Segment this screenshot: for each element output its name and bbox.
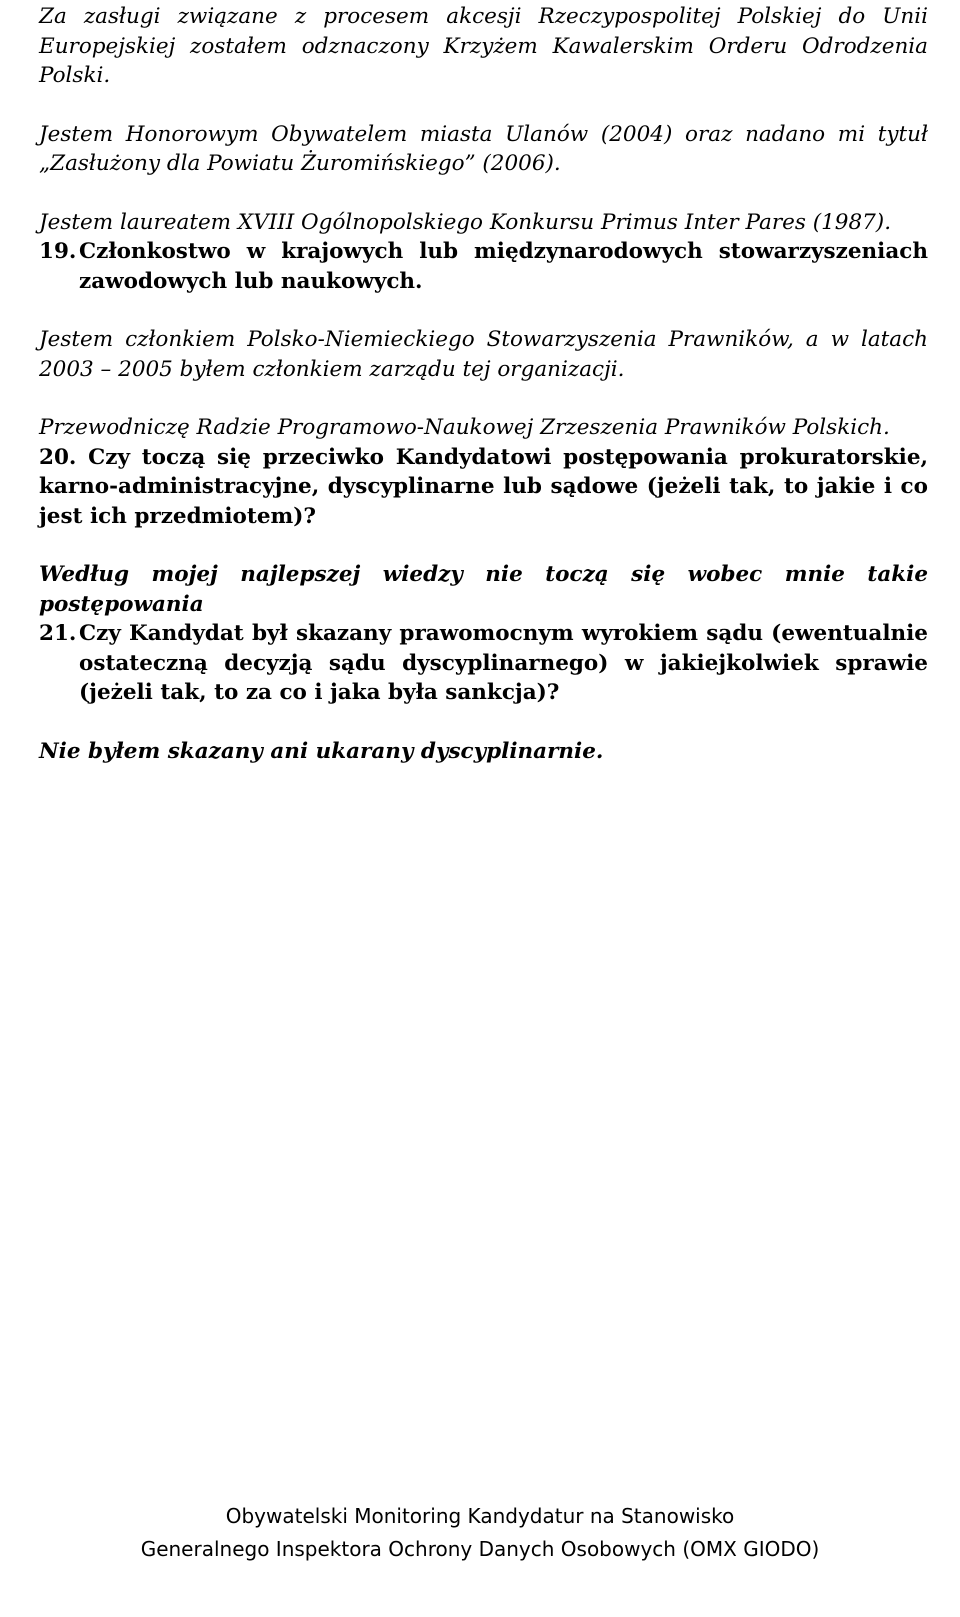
question-21-number: 21. <box>39 621 77 646</box>
question-20-number: 20. <box>39 444 77 470</box>
question-20-text <box>39 443 928 532</box>
footer-line-1: Obywatelski Monitoring Kandydatur na Stanowisko <box>225 1504 735 1528</box>
document-body <box>39 0 928 766</box>
question-19 <box>39 237 928 296</box>
question-19-number: 19. <box>39 239 77 264</box>
answer-19-membership: Jestem członkiem Polsko-Niemieckiego Stowarzyszenia Prawników, a w latach 2003 – 2005 byłem członkiem zarządu tej organizacji. <box>39 327 928 382</box>
footer-line-2: Generalnego Inspektora Ochrony Danych Osobowych (OMX GIODO) <box>140 1537 820 1561</box>
question-19-text: Członkostwo w krajowych lub międzynarodowych stowarzyszeniach zawodowych lub naukowych. <box>79 239 928 294</box>
honorary-citizen-paragraph: Jestem Honorowym Obywatelem miasta Ulanów (2004) oraz nadano mi tytuł „Zasłużony dla Powiatu Żuromińskiego” (2006). <box>39 121 928 176</box>
award-paragraph: Za zasługi związane z procesem akcesji Rzeczypospolitej Polskiej do Unii Europejskiej zostałem odznaczony Krzyżem Kawalerskim Orderu Odrodzenia Polski. <box>39 4 928 88</box>
page-footer <box>0 1500 960 1566</box>
answer-20: Według mojej najlepszej wiedzy nie toczą się wobec mnie takie postępowania <box>39 562 928 617</box>
laureate-paragraph: Jestem laureatem XVIII Ogólnopolskiego Konkursu Primus Inter Pares (1987). <box>39 209 892 235</box>
question-20 <box>39 443 928 532</box>
answer-19-chair: Przewodniczę Radzie Programowo-Naukowej Zrzeszenia Prawników Polskich. <box>39 415 890 440</box>
question-20-label: Czy toczą się przeciwko Kandydatowi postępowania prokuratorskie, karno-administracyjne, dyscyplinarne lub sądowe (jeżeli tak, to jakie i co jest ich przedmiotem)? <box>39 444 928 529</box>
answer-21: Nie byłem skazany ani ukarany dyscyplinarnie. <box>39 738 604 764</box>
question-21-text: Czy Kandydat był skazany prawomocnym wyrokiem sądu (ewentualnie ostateczną decyzją sądu dyscyplinarnego) w jakiejkolwiek sprawie (jeżeli tak, to za co i jaka była sankcja)? <box>79 621 928 705</box>
question-21 <box>39 619 928 708</box>
